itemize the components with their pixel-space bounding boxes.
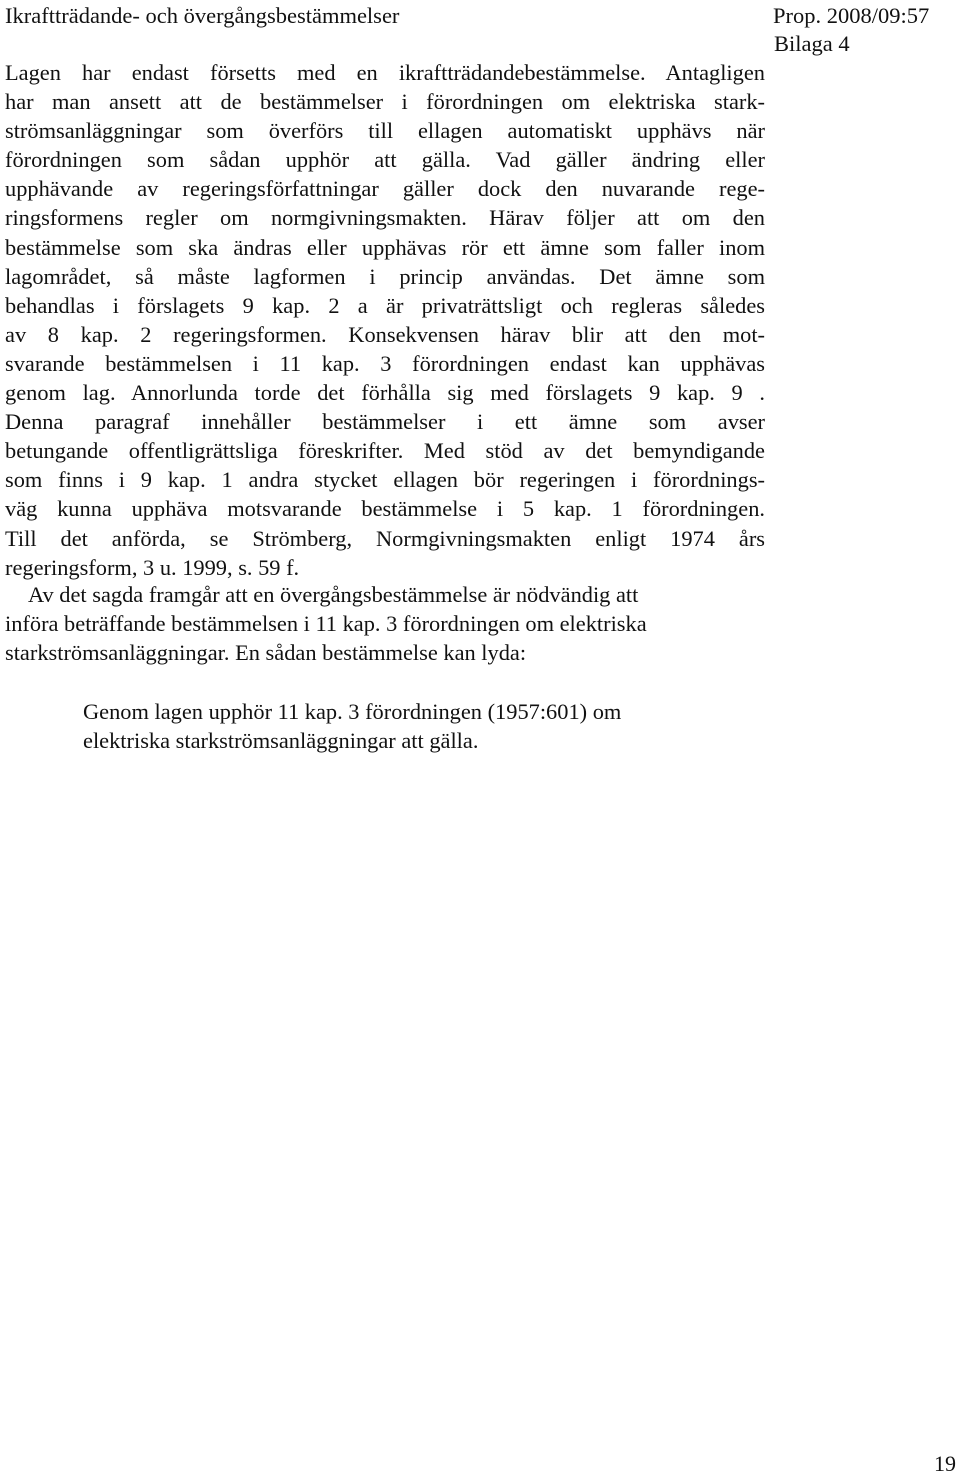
text-line: Av det sagda framgår att en övergångsbestämmelse är nödvändig att <box>28 582 639 607</box>
paragraph-2 <box>5 580 765 667</box>
text-line: införa beträffande bestämmelsen i 11 kap. 3 förordningen om elektriska <box>5 611 647 637</box>
text-line: genom lag. Annorlunda torde det förhålla sig med förslagets 9 kap. 9 . <box>5 380 765 406</box>
text-line: elektriska starkströmsanläggningar att gälla. <box>83 728 479 754</box>
text-line: väg kunna upphäva motsvarande bestämmelse i 5 kap. 1 förordningen. <box>5 496 765 522</box>
text-line: regeringsform, 3 u. 1999, s. 59 f. <box>5 554 300 580</box>
text-line: förordningen som sådan upphör att gälla. Vad gäller ändring eller <box>5 147 765 173</box>
running-title: Ikraftträdande- och övergångsbestämmelser <box>5 3 400 28</box>
text-line: behandlas i förslagets 9 kap. 2 a är privaträttsligt och regleras således <box>5 292 765 318</box>
text-line: Lagen har endast försetts med en ikraftträdandebestämmelse. Antagligen <box>5 60 765 85</box>
text-line: svarande bestämmelsen i 11 kap. 3 förordningen endast kan upphävas <box>5 350 765 376</box>
text-line: upphävande av regeringsförfattningar gäller dock den nuvarande rege- <box>5 176 765 202</box>
text-line: av 8 kap. 2 regeringsformen. Konsekvensen härav blir att den mot- <box>5 321 765 347</box>
page-number: 19 <box>934 1451 956 1476</box>
text-line: Genom lagen upphör 11 kap. 3 förordningen (1957:601) om <box>83 699 622 724</box>
text-line: Till det anförda, se Strömberg, Normgivningsmakten enligt 1974 års <box>5 525 765 551</box>
text-line: har man ansett att de bestämmelser i förordningen om elektriska stark- <box>5 89 765 115</box>
text-line: bestämmelse som ska ändras eller upphävas rör ett ämne som faller inom <box>5 234 765 260</box>
text-line: strömsanläggningar som överförs till ellagen automatiskt upphävs när <box>5 118 765 144</box>
paragraph-1 <box>5 58 765 582</box>
text-line: betungande offentligrättsliga föreskrifter. Med stöd av det bemyndigande <box>5 438 765 464</box>
text-line: Denna paragraf innehåller bestämmelser i ett ämne som avser <box>5 409 765 435</box>
proposition-reference <box>773 2 960 58</box>
prop-number: Prop. 2008/09:57 <box>773 3 930 28</box>
annex-label: Bilaga 4 <box>774 31 850 56</box>
text-line: som finns i 9 kap. 1 andra stycket ellagen bör regeringen i förordnings- <box>5 467 765 493</box>
text-line: ringsformens regler om normgivningsmakten. Härav följer att om den <box>5 205 765 231</box>
proposed-provision <box>83 697 763 755</box>
text-line: lagområdet, så måste lagformen i princip användas. Det ämne som <box>5 263 765 289</box>
text-line: starkströmsanläggningar. En sådan bestämmelse kan lyda: <box>5 640 527 666</box>
